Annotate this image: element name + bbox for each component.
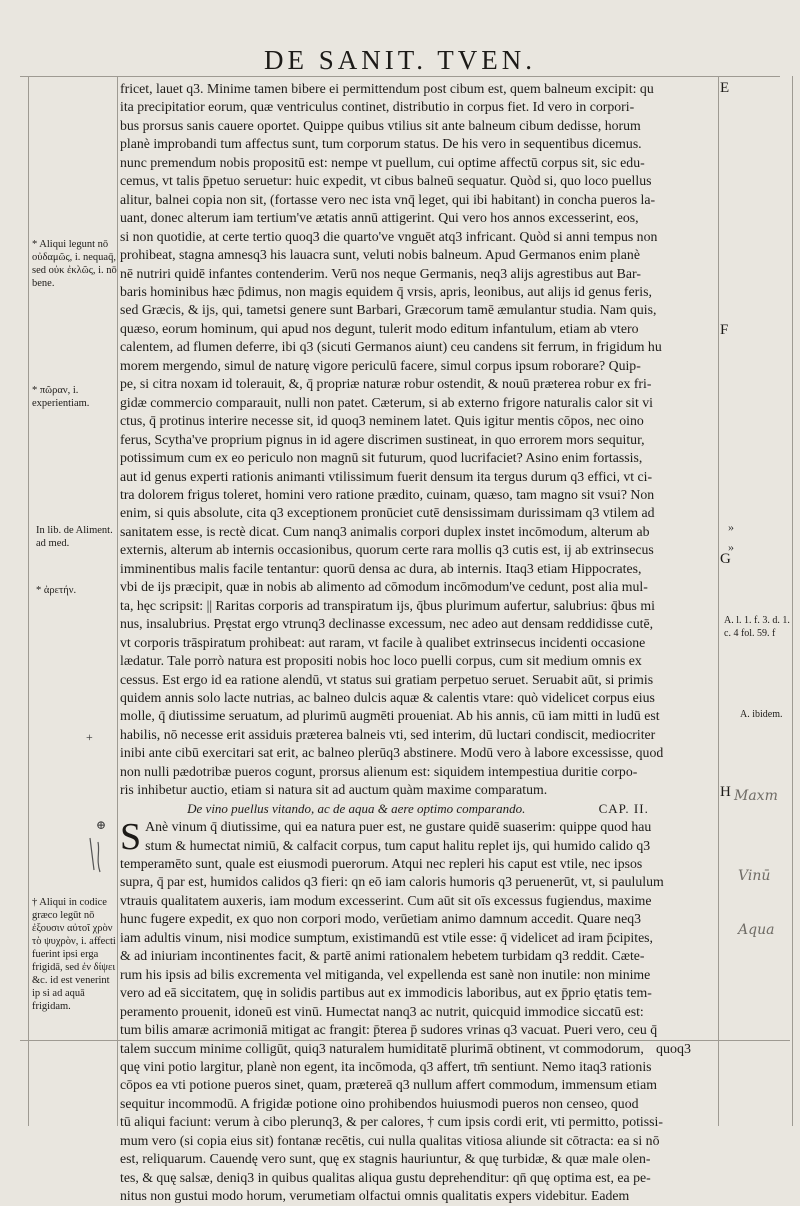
text-line: gidæ commercio comparauit, nulli non patet. Cæterum, si ab externo frigore naturalis calor sit vi bbox=[120, 394, 653, 410]
main-text-block bbox=[120, 80, 716, 1206]
text-line: vtrauis qualitatem auxeris, iam modum excesserint. Cum aūt sit oīs excessus fugiendus, maxime bbox=[120, 892, 652, 908]
text-part-2 bbox=[120, 818, 716, 1206]
text-line: externis, alterum ab internis occasionibus, quorum certe rara mollis q3 cutis est, ij ab extrinsecus bbox=[120, 542, 654, 558]
handwritten-note-3: Aqua bbox=[738, 922, 775, 938]
margin-mark-3: + bbox=[86, 730, 93, 744]
section-letter-f: F bbox=[720, 322, 729, 338]
text-line: fricet, lauet q3. Minime tamen bibere ei permittendum post cibum est, quem balneum excipit: qu bbox=[120, 81, 654, 96]
running-head: DE SANIT. TVEN. bbox=[264, 45, 536, 75]
text-line: est, reliquarum. Cauendę vero sunt, quę ex stagnis hauriuntur, & quę turbidæ, & quæ male olen- bbox=[120, 1151, 651, 1167]
text-line: cemus, vt talis p̄petuo seruetur: huic expedit, vt cibus balneū sequatur. Quòd si, quo loco puellus bbox=[120, 173, 652, 189]
text-line: hunc fugere expedit, ex quo non corpori modo, verūetiam animo damnum accedit. Quare neq3 bbox=[120, 911, 642, 927]
text-line: nunc premendum nobis propositū est: nempe vt puellum, cui optime affectū corpus sit, sic edu- bbox=[120, 154, 645, 170]
text-line: molle, q̄ diutissime seruatum, ad plurimū augmēti proueniat. Ab his annis, cū iam mitti in ludū est bbox=[120, 708, 660, 724]
text-line: nitus non gustui modo horum, verumetiam olfactui omnis qualitatis expers videbitur. Eadem bbox=[120, 1188, 630, 1204]
right-note-2: A. ibidem. bbox=[740, 709, 783, 720]
left-note-5: † Aliqui in codice græco legūt nō ἐξουσιν αὐτοῖ χρὸν τὸ ψυχρὸν, i. affecti fuerint ipsi erga frigidā, sed ἐν δίψει &c. id est venerint ip si ad aquā frigidam. bbox=[32, 897, 116, 1012]
text-line: tum bilis amaræ acrimoniā mitigat ac frangit: p̄terea p̄ sudores vrinas q3 vacuat. Pueri vero, ceu q̄ bbox=[120, 1022, 658, 1038]
margin-mark-2: » bbox=[728, 540, 734, 554]
text-line: vt corporis trāspiratum prohibeat: aut raram, vt facile à qualibet extrinsecus incidenti occasione bbox=[120, 634, 646, 650]
text-line: lædatur. Tale porrò natura est propositi nobis hoc loco puelli corpus, cum sit medium omnis ex bbox=[120, 653, 642, 669]
text-line: ctus, q̄ protinus interire necesse sit, id quoq3 neminem latet. Quis igitur mentis cōpos, nec oino bbox=[120, 413, 644, 429]
text-line: pe, si citra noxam id tolerauit, &, q̄ propriæ naturæ robur ostendit, & nouū præterea robur ex fri- bbox=[120, 376, 652, 392]
left-rule bbox=[28, 76, 29, 1126]
text-line: aut id genus experti rationis animanti vtilissimum fuerit densum ita tergus durum q3 effici, vt ci- bbox=[120, 468, 653, 484]
text-line: supra, q̄ par est, humidos calidos q3 fieri: qn eō iam caloris humoris q3 peruenerūt, vt, si paululum bbox=[120, 874, 664, 890]
text-line: ris inhibetur auctio, etiam si natura sit ad auctum quàm maxime comparatum. bbox=[120, 782, 548, 798]
text-part-1 bbox=[120, 80, 716, 800]
pencil-scribble-icon bbox=[86, 836, 106, 881]
text-line: tū aliqui faciunt: verum à cibo plerunq3, & per calores, † cum ipsis cordi erit, vti permitto, potissi- bbox=[120, 1114, 663, 1130]
margin-mark-1: » bbox=[728, 520, 734, 534]
left-note-1: * Aliqui legunt nō οὐδαμῶς, i. nequaq̄, sed οὐκ ἐκλῶς, i. nō bene. bbox=[32, 239, 117, 289]
text-line: imminentibus malis facile tentantur: quorū densa ac dura, ab internis. Itaq3 etiam Hippocrates, bbox=[120, 560, 642, 576]
text-line: planè improbandi tum affectus sunt, tum corporum status. De his vero in sequentibus dicemus. bbox=[120, 136, 642, 152]
catchword: quoq3 bbox=[656, 1042, 691, 1057]
text-line: vero ad eā siccitatem, quę in solidis partibus aut ex immodicis laboribus, aut ex p̄prio ętatis tem- bbox=[120, 985, 652, 1001]
top-rule bbox=[20, 76, 780, 77]
text-line: baris hominibus hæc p̄dimus, non magis equidem q̄ vrsis, apris, leonibus, aut alijs id genus feris, bbox=[120, 283, 652, 299]
text-line: ta, hęc scripsit: || Raritas corporis ad transpiratum ijs, q̄bus plurimum aufertur, salubrius: q̄bus mi bbox=[120, 597, 655, 613]
text-line: & ad iniuriam incontinentes facit, & partē animi rationalem hebetem turbidam q3 reddit. Cæte- bbox=[120, 948, 645, 964]
text-line: rum his ipsis ad bilis excrementa vel mitiganda, vel expellenda est sanè non inutile: non minime bbox=[120, 966, 651, 982]
drop-cap: S bbox=[120, 816, 142, 859]
section-letter-g: G bbox=[720, 551, 731, 567]
text-line: temperamēto sunt, quale est eiusmodi puerorum. Atqui nec repleri his caput est vtile, nec ipsos bbox=[120, 856, 643, 872]
text-line: inibi ante cibū exercitari sat erit, ac balneo plerūq3 abstinere. Modū vero à labore excessisse, quod bbox=[120, 745, 664, 761]
handwritten-note-2: Vinū bbox=[738, 868, 771, 884]
text-line: morem mergendo, simul de naturę vigore periculū facere, simul corpus ipsum roborare? Quip- bbox=[120, 357, 641, 373]
text-line: sanitatem esse, is rectè dicat. Cum nanq3 animalis corpori duplex instet incōmodum, alterum ab bbox=[120, 523, 650, 539]
left-note-3: In lib. de Aliment. ad med. bbox=[36, 525, 113, 549]
text-line: enim, si quis absolute, cita q3 exceptionem pronūciet cutē densissimam durissimam q3 vtilem ad bbox=[120, 505, 655, 521]
text-line: sequitur incommodū. A frigidæ potione oino prohibendos huiusmodi pueros non censeo, quod bbox=[120, 1095, 639, 1111]
text-line: tes, & quę salsæ, deniq3 in quibus qualitas aliqua gustu deprehenditur: qn̄ quę optima est, ea pe- bbox=[120, 1169, 651, 1185]
text-line: cōpos ea vti potione pueros sinet, quam, prætereā q3 nullum affert commodum, immensum etiam bbox=[120, 1077, 657, 1093]
right-note-1: A. l. 1. f. 3. d. 1. c. 4 fol. 59. f bbox=[724, 615, 790, 639]
gutter-rule-right bbox=[718, 76, 719, 1126]
margin-mark-4: ⊕ bbox=[96, 818, 107, 832]
text-line: habilis, nō necesse erit assiduis præterea balneis vti, sed interim, dū luctari condiscit, mediocriter bbox=[120, 726, 656, 742]
text-line: talem succum minime colligūt, quiq3 naturalem humiditatē plurimā obtinent, vt commodorum, bbox=[120, 1040, 644, 1056]
text-line: nē nutriri quidē infantes contenderim. Verū nos neque Germanis, neq3 alijs agrestibus aut Bar- bbox=[120, 265, 641, 281]
text-line: ita precipitatior eorum, quæ ventriculus continet, distributio in corpus fiet. Id vero in corpori- bbox=[120, 99, 635, 115]
text-line: potissimum cum ex eo periculo non magnū sit futurum, quod lucrifaciet? Asino enim fortassis, bbox=[120, 450, 643, 466]
text-line: alitur, balnei copia non sit, (fortasse vero nec ista vnq̄ leget, qui ibi habitant) in concha pueros la- bbox=[120, 191, 656, 207]
left-note-2: * πῶραν, i. experientiam. bbox=[32, 385, 90, 409]
chapter-heading bbox=[120, 800, 716, 818]
text-line: sed Græcis, & ijs, qui, tametsi genere sunt Barbari, Græcorum tamē æmulantur studia. Nam quis, bbox=[120, 302, 657, 318]
text-line: non nulli pædotribæ pueros cogunt, prorsus alienum est: siquidem intempestiua duritie corpo- bbox=[120, 763, 638, 779]
section-letter-h: H bbox=[720, 784, 731, 800]
text-line: quidem annis solo lacte nutrias, ac balneo dulcis aquæ & calentis vtare: quò videlicet corpus eius bbox=[120, 689, 655, 705]
chapter-number: CAP. II. bbox=[598, 800, 649, 816]
handwritten-note-1: Maxm bbox=[734, 788, 778, 804]
text-line: calentem, ad flumen deferre, ibi q3 (sicuti Germanos aiunt) ceu candens sit ferrum, in frigidum hu bbox=[120, 339, 662, 355]
text-line: quę vini potio largitur, planè non egent, ita incōmoda, q3 affert, tm̄ sentiunt. Nemo itaq3 rationis bbox=[120, 1059, 652, 1075]
text-line: ferus, Scytha've proprium pignus in id agere discrimen sustineat, in quo errorem mors sequitur, bbox=[120, 431, 645, 447]
text-line: bus prorsus sanis cauere oportet. Quippe quibus vtilius sit ante balneum cibum dedisse, horum bbox=[120, 117, 641, 133]
text-line: Anè vinum q̄ diutissime, qui ea natura puer est, ne gustare quidē suaserim: quippe quod hau bbox=[145, 819, 652, 835]
left-note-4: * ἀρετήν. bbox=[36, 585, 77, 596]
text-line: mum vero (si copia eius sit) fontanæ recētis, cui nulla qualitas vitiosa aliunde sit cōtracta: ea si nō bbox=[120, 1132, 660, 1148]
text-line: cessus. Est ergo id ea ratione alendū, vt status sui gratiam perpetuo seruet. Seruabit aūt, si primis bbox=[120, 671, 654, 687]
text-line: prohibeat, stagna amnesq3 his lauacra sunt, veluti nobis balneum. Apud Germanos enim planè bbox=[120, 247, 640, 263]
text-line: si non quotidie, at certe tertio quoq3 die quarto've vnguēt atq3 infricant. Quòd si anni tempus non bbox=[120, 228, 658, 244]
text-line: vbi de ijs præcipit, quæ in nobis ab alimento ad cōmodum incōmodum've cedunt, post alia mul- bbox=[120, 579, 648, 595]
chapter-title: De vino puellus vitando, ac de aqua & aere optimo comparando. bbox=[187, 800, 526, 816]
text-line: stum & humectat nimiū, & calfacit corpus, tum caput halitu replet ijs, qui humido calido q3 bbox=[145, 837, 651, 853]
text-line: nus, insalubrius. Pręstat ergo vtrunq3 declinasse excessum, nec adeo aut densam reddidisse cutē, bbox=[120, 616, 654, 632]
right-rule bbox=[792, 76, 793, 1126]
text-line: peramento prouenit, idoneū est vinū. Humectat nanq3 ac nutrit, quicquid immodice siccatū est: bbox=[120, 1003, 644, 1019]
text-line: uant, donec alterum iam tertium've ætatis annū attigerint. Qui vero hos annos excesserint, eos, bbox=[120, 210, 639, 226]
text-line: tra dolorem frigus toleret, homini vero ratione prædito, cuinam, quæso, tam magno sit vsui? Non bbox=[120, 486, 655, 502]
section-letter-e: E bbox=[720, 80, 730, 96]
text-line: quæso, eorum hominum, qui apud nos degunt, tulerit modo editum infantulum, etiam ab vtero bbox=[120, 320, 639, 336]
text-line: iam adultis vinum, nisi modice sumptum, existimandū est vtile esse: q̄ videlicet ad iram p̄cipites, bbox=[120, 929, 654, 945]
